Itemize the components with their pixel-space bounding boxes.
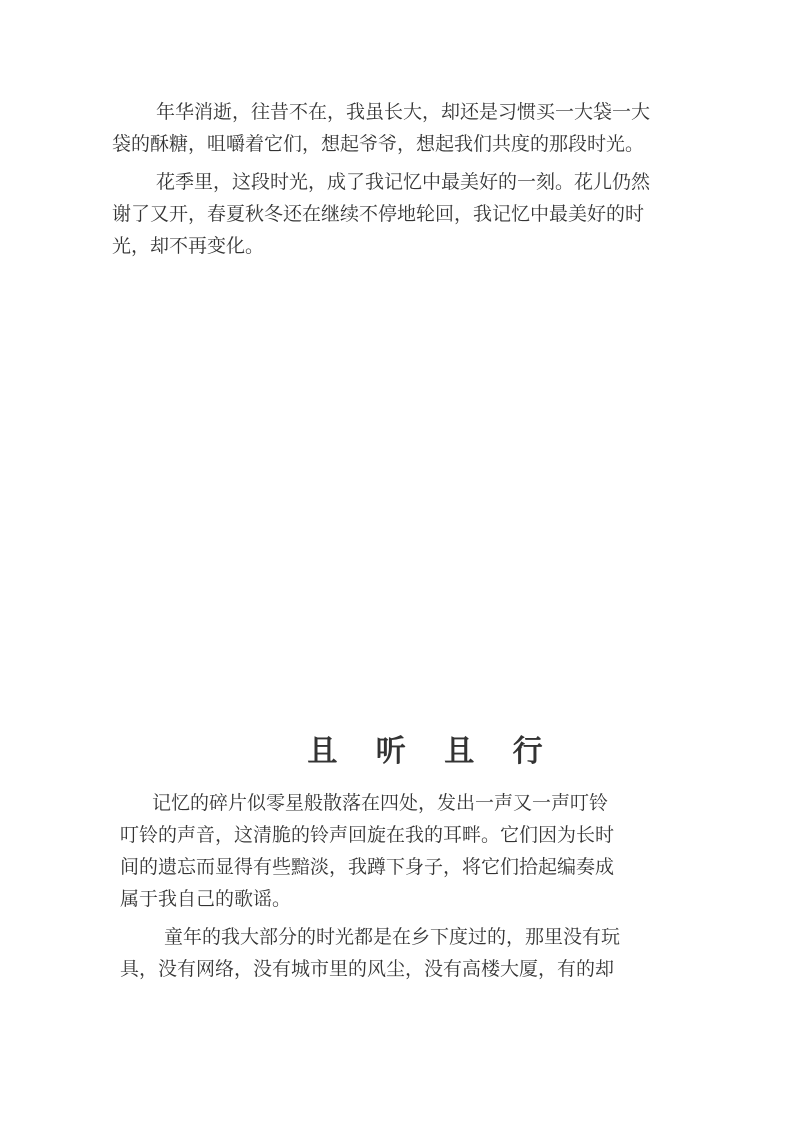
paragraph bbox=[112, 96, 712, 160]
text-line: 童年的我大部分的时光都是在乡下度过的，那里没有玩 bbox=[164, 926, 621, 948]
section-title: 且 听 且 行 bbox=[307, 734, 557, 769]
text-line: 年华消逝，往昔不在，我虽长大，却还是习惯买一大袋一大 bbox=[156, 101, 651, 123]
text-line: 间的遗忘而显得有些黯淡，我蹲下身子，将它们拾起编奏成 bbox=[120, 856, 615, 878]
text-line: 叮铃的声音，这清脆的铃声回旋在我的耳畔。它们因为长时 bbox=[120, 824, 615, 846]
text-line: 花季里，这段时光，成了我记忆中最美好的一刻。花儿仍然 bbox=[156, 171, 651, 193]
text-line: 具，没有网络，没有城市里的风尘，没有高楼大厦，有的却 bbox=[120, 958, 615, 980]
text-line: 属于我自己的歌谣。 bbox=[120, 888, 292, 910]
text-line: 袋的酥糖，咀嚼着它们，想起爷爷，想起我们共度的那段时光。 bbox=[112, 133, 645, 155]
text-line: 谢了又开，春夏秋冬还在继续不停地轮回，我记忆中最美好的时 bbox=[112, 203, 645, 225]
paragraph bbox=[112, 166, 712, 262]
paragraph bbox=[120, 787, 680, 915]
text-line: 记忆的碎片似零星般散落在四处，发出一声又一声叮铃 bbox=[152, 792, 609, 814]
text-line: 光，却不再变化。 bbox=[112, 235, 265, 257]
paragraph bbox=[120, 921, 680, 985]
